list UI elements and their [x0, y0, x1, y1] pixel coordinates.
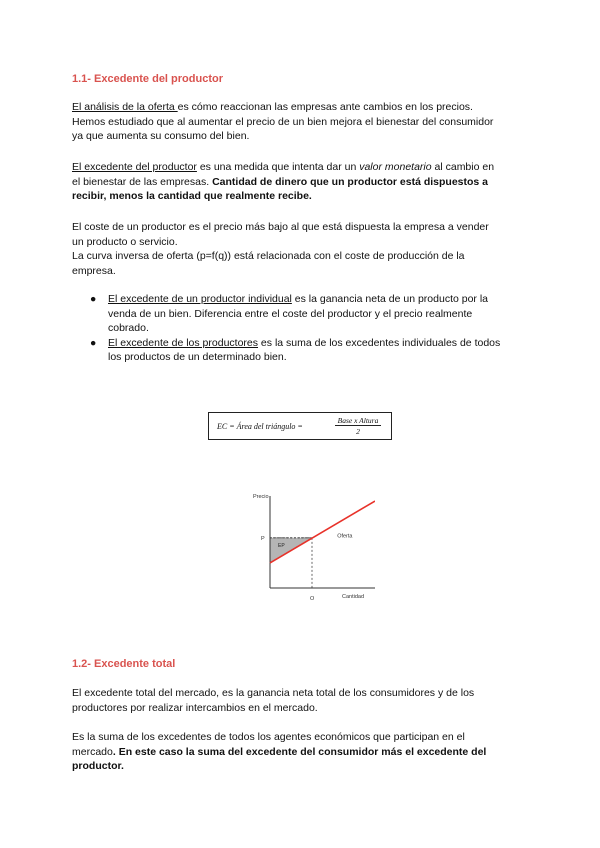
- s2-para2-line2-bold: . En este caso la suma del excedente del consumidor más el excedente del: [112, 745, 487, 758]
- bullet1-line3: cobrado.: [108, 322, 149, 335]
- surplus-bullet-list: [90, 292, 530, 365]
- x-axis-label: Cantidad: [342, 594, 365, 600]
- total-surplus-paragraph: [72, 686, 532, 715]
- para3-line1: El coste de un productor es el precio más bajo al que está dispuesta la empresa a vender: [72, 221, 489, 233]
- bullet2-line1: es la suma de los excedentes individuales de todos: [258, 336, 501, 349]
- section-2-heading: 1.2- Excedente total: [72, 658, 176, 670]
- para2-text1: es una medida que intenta dar un: [196, 161, 360, 173]
- area-label: EP: [278, 542, 285, 549]
- y-axis-label: Precio: [253, 494, 269, 500]
- para3-line4: empresa.: [72, 264, 116, 277]
- supply-analysis-paragraph: [72, 100, 532, 144]
- quantity-label: O: [310, 596, 315, 602]
- para1-text: es cómo reaccionan las empresas ante cambios en los precios.: [177, 101, 473, 113]
- price-label: P: [261, 535, 265, 542]
- s2-para1-line1: El excedente total del mercado, es la ganancia neta total de los consumidores y de los: [72, 687, 475, 699]
- para1-line2: Hemos estudiado que al aumentar el precio de un bien mejora el bienestar del consumidor: [72, 115, 494, 128]
- producer-surplus-paragraph: [72, 160, 532, 204]
- producer-surplus-chart: [245, 488, 375, 606]
- list-item: [90, 292, 530, 336]
- bullet2-line2: los productos de un determinado bien.: [108, 351, 287, 364]
- para1-line3: ya que aumenta su consumo del bien.: [72, 130, 250, 143]
- supply-curve: [270, 501, 375, 563]
- s2-para1-line2: productores por realizar intercambios en el mercado.: [72, 701, 318, 714]
- para2-line2-bold: Cantidad de dinero que un productor está dispuestos a: [212, 175, 489, 188]
- producers-surplus-term: El excedente de los productores: [108, 336, 259, 349]
- individual-surplus-term: El excedente de un productor individual: [108, 293, 292, 305]
- s2-para2-line1: Es la suma de los excedentes de todos los agentes económicos que participan en el: [72, 731, 465, 743]
- formula-lhs: EC = Área del triángulo =: [217, 422, 303, 431]
- para2-text2: al cambio en: [431, 161, 495, 173]
- formula-numerator: Base x Altura: [337, 416, 379, 425]
- s2-para2-line3-bold: productor.: [72, 760, 124, 773]
- para2-italic: valor monetario: [359, 161, 432, 173]
- formula-fraction-bar: [335, 425, 381, 426]
- bullet-icon: ●: [90, 336, 97, 349]
- s2-para2-line2-plain: mercado: [72, 745, 113, 758]
- formula-denominator: 2: [356, 427, 360, 436]
- bullet-icon: ●: [90, 293, 97, 305]
- section-1-heading: 1.1- Excedente del productor: [72, 73, 223, 85]
- supply-analysis-term: El análisis de la oferta: [72, 101, 178, 113]
- total-surplus-sum-paragraph: [72, 730, 532, 774]
- para3-line3: La curva inversa de oferta (p=f(q)) está relacionada con el coste de producción de la: [72, 250, 465, 263]
- bullet1-line1: es la ganancia neta de un producto por la: [291, 293, 489, 305]
- para3-line2: un producto o servicio.: [72, 235, 178, 248]
- list-item: [90, 336, 530, 365]
- supply-curve-label: Oferta: [337, 533, 353, 540]
- producer-cost-paragraph: [72, 220, 532, 278]
- bullet1-line2: venda de un bien. Diferencia entre el coste del productor y el precio realmente: [108, 307, 473, 320]
- surplus-formula: [208, 412, 392, 440]
- para2-line2-plain: el bienestar de las empresas.: [72, 175, 213, 188]
- para2-line3-bold: recibir, menos la cantidad que realmente recibe.: [72, 190, 312, 203]
- producer-surplus-term: El excedente del productor: [72, 161, 197, 173]
